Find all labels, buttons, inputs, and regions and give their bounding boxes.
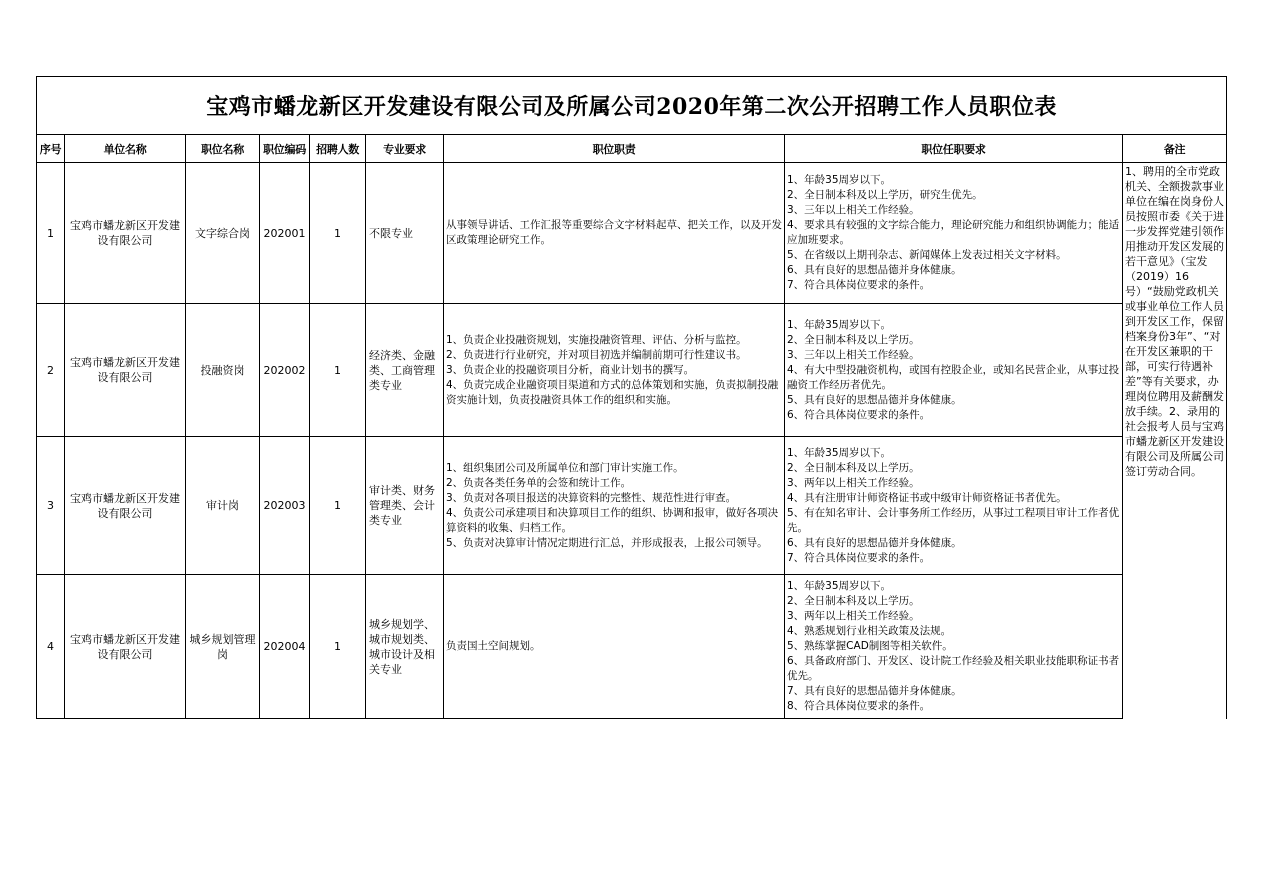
duty-line: 1、组织集团公司及所属单位和部门审计实施工作。 (446, 461, 684, 474)
header-position: 职位名称 (186, 135, 260, 163)
cell-code: 202001 (260, 163, 310, 304)
requirement-line: 1、年龄35周岁以下。 (787, 446, 892, 459)
header-count: 招聘人数 (310, 135, 366, 163)
table-row (37, 163, 1227, 304)
cell-code: 202002 (260, 304, 310, 437)
duty-line: 3、负责对各项目报送的决算资料的完整性、规范性进行审查。 (446, 491, 737, 504)
table-row (37, 304, 1227, 437)
table-title: 宝鸡市蟠龙新区开发建设有限公司及所属公司2020年第二次公开招聘工作人员职位表 (37, 77, 1227, 135)
cell-no: 3 (37, 437, 65, 575)
cell-requirements (785, 575, 1123, 719)
requirement-line: 7、符合具体岗位要求的条件。 (787, 279, 931, 291)
requirement-line: 5、具有良好的思想品德并身体健康。 (787, 393, 962, 406)
cell-duties (444, 575, 785, 719)
cell-duties (444, 437, 785, 575)
cell-position: 城乡规划管理岗 (186, 575, 260, 719)
requirement-line: 1、年龄35周岁以下。 (787, 174, 892, 186)
recruitment-table (36, 76, 1227, 719)
cell-major: 城乡规划学、城市规划类、城市设计及相关专业 (366, 575, 444, 719)
cell-duties (444, 163, 785, 304)
header-duties: 职位职责 (444, 135, 785, 163)
requirement-line: 2、全日制本科及以上学历。 (787, 595, 920, 607)
header-requirements: 职位任职要求 (785, 135, 1123, 163)
header-unit: 单位名称 (65, 135, 186, 163)
duty-line: 负责国土空间规划。 (446, 640, 541, 652)
cell-position: 审计岗 (186, 437, 260, 575)
requirement-line: 3、两年以上相关工作经验。 (787, 476, 920, 489)
duty-line: 2、负责进行行业研究，并对项目初选并编制前期可行性建议书。 (446, 348, 747, 361)
duty-line: 3、负责企业的投融资项目分析，商业计划书的撰写。 (446, 363, 695, 376)
requirement-line: 2、全日制本科及以上学历。 (787, 461, 920, 474)
header-no: 序号 (37, 135, 65, 163)
cell-count: 1 (310, 437, 366, 575)
table-row (37, 575, 1227, 719)
header-code: 职位编码 (260, 135, 310, 163)
requirement-line: 6、具备政府部门、开发区、设计院工作经验及相关职业技能职称证书者优先。 (787, 655, 1120, 682)
cell-position: 文字综合岗 (186, 163, 260, 304)
requirement-line: 7、具有良好的思想品德并身体健康。 (787, 685, 962, 697)
requirement-line: 1、年龄35周岁以下。 (787, 580, 892, 592)
requirement-line: 5、熟练掌握CAD制图等相关软件。 (787, 640, 953, 652)
requirement-line: 2、全日制本科及以上学历，研究生优先。 (787, 189, 983, 201)
cell-unit: 宝鸡市蟠龙新区开发建设有限公司 (65, 437, 186, 575)
requirement-line: 3、三年以上相关工作经验。 (787, 204, 920, 216)
cell-no: 2 (37, 304, 65, 437)
requirement-line: 3、三年以上相关工作经验。 (787, 348, 920, 361)
requirement-line: 4、熟悉规划行业相关政策及法规。 (787, 625, 952, 637)
cell-code: 202003 (260, 437, 310, 575)
requirement-line: 6、具有良好的思想品德并身体健康。 (787, 536, 962, 549)
cell-requirements (785, 437, 1123, 575)
requirement-line: 8、符合具体岗位要求的条件。 (787, 700, 931, 712)
duty-line: 2、负责各类任务单的会签和统计工作。 (446, 476, 632, 489)
header-note: 备注 (1123, 135, 1227, 163)
cell-unit: 宝鸡市蟠龙新区开发建设有限公司 (65, 163, 186, 304)
cell-unit: 宝鸡市蟠龙新区开发建设有限公司 (65, 575, 186, 719)
requirement-line: 6、具有良好的思想品德并身体健康。 (787, 264, 962, 276)
cell-major: 不限专业 (366, 163, 444, 304)
table-row (37, 437, 1227, 575)
duty-line: 从事领导讲话、工作汇报等重要综合文字材料起草、把关工作，以及开发区政策理论研究工作。 (446, 219, 782, 246)
cell-count: 1 (310, 163, 366, 304)
duty-line: 1、负责企业投融资规划，实施投融资管理、评估、分析与监控。 (446, 333, 747, 346)
cell-requirements (785, 163, 1123, 304)
cell-position: 投融资岗 (186, 304, 260, 437)
requirement-line: 7、符合具体岗位要求的条件。 (787, 551, 931, 564)
duty-line: 5、负责对决算审计情况定期进行汇总，并形成报表，上报公司领导。 (446, 536, 768, 549)
header-major: 专业要求 (366, 135, 444, 163)
cell-count: 1 (310, 304, 366, 437)
requirement-line: 4、具有注册审计师资格证书或中级审计师资格证书者优先。 (787, 491, 1067, 504)
cell-major: 审计类、财务管理类、会计类专业 (366, 437, 444, 575)
cell-no: 4 (37, 575, 65, 719)
cell-count: 1 (310, 575, 366, 719)
cell-unit: 宝鸡市蟠龙新区开发建设有限公司 (65, 304, 186, 437)
requirement-line: 4、要求具有较强的文字综合能力，理论研究能力和组织协调能力；能适应加班要求。 (787, 219, 1120, 246)
requirement-line: 1、年龄35周岁以下。 (787, 318, 892, 331)
requirement-line: 5、有在知名审计、会计事务所工作经历，从事过工程项目审计工作者优先。 (787, 506, 1120, 534)
requirement-line: 2、全日制本科及以上学历。 (787, 333, 920, 346)
header-row (37, 135, 1227, 163)
duty-line: 4、负责完成企业融资项目渠道和方式的总体策划和实施，负责拟制投融资实施计划，负责投融资具体工作的组织和实施。 (446, 378, 779, 406)
requirement-line: 4、有大中型投融资机构，或国有控股企业，或知名民营企业，从事过投融资工作经历者优先。 (787, 363, 1120, 391)
cell-no: 1 (37, 163, 65, 304)
requirement-line: 5、在省级以上期刊杂志、新闻媒体上发表过相关文字材料。 (787, 249, 1067, 261)
note-cell: 1、聘用的全市党政机关、全额拨款事业单位在编在岗身份人员按照市委《关于进一步发挥党建引领作用推动开发区发展的若干意见》（宝发（2019）16号）“鼓励党政机关或事业单位工作人员到开发区工作，保留档案身份3年”、“对在开发区兼职的干部，可实行待遇补差”等有关要求，办理岗位聘用及薪酬发放手续。2、录用的社会报考人员与宝鸡市蟠龙新区开发建设有限公司及所属公司签订劳动合同。 (1123, 163, 1227, 719)
cell-major: 经济类、金融类、工商管理类专业 (366, 304, 444, 437)
duty-line: 4、负责公司承建项目和决算项目工作的组织、协调和报审，做好各项决算资料的收集、归档工作。 (446, 506, 779, 534)
requirement-line: 3、两年以上相关工作经验。 (787, 610, 920, 622)
requirement-line: 6、符合具体岗位要求的条件。 (787, 408, 931, 421)
cell-code: 202004 (260, 575, 310, 719)
cell-duties (444, 304, 785, 437)
cell-requirements (785, 304, 1123, 437)
